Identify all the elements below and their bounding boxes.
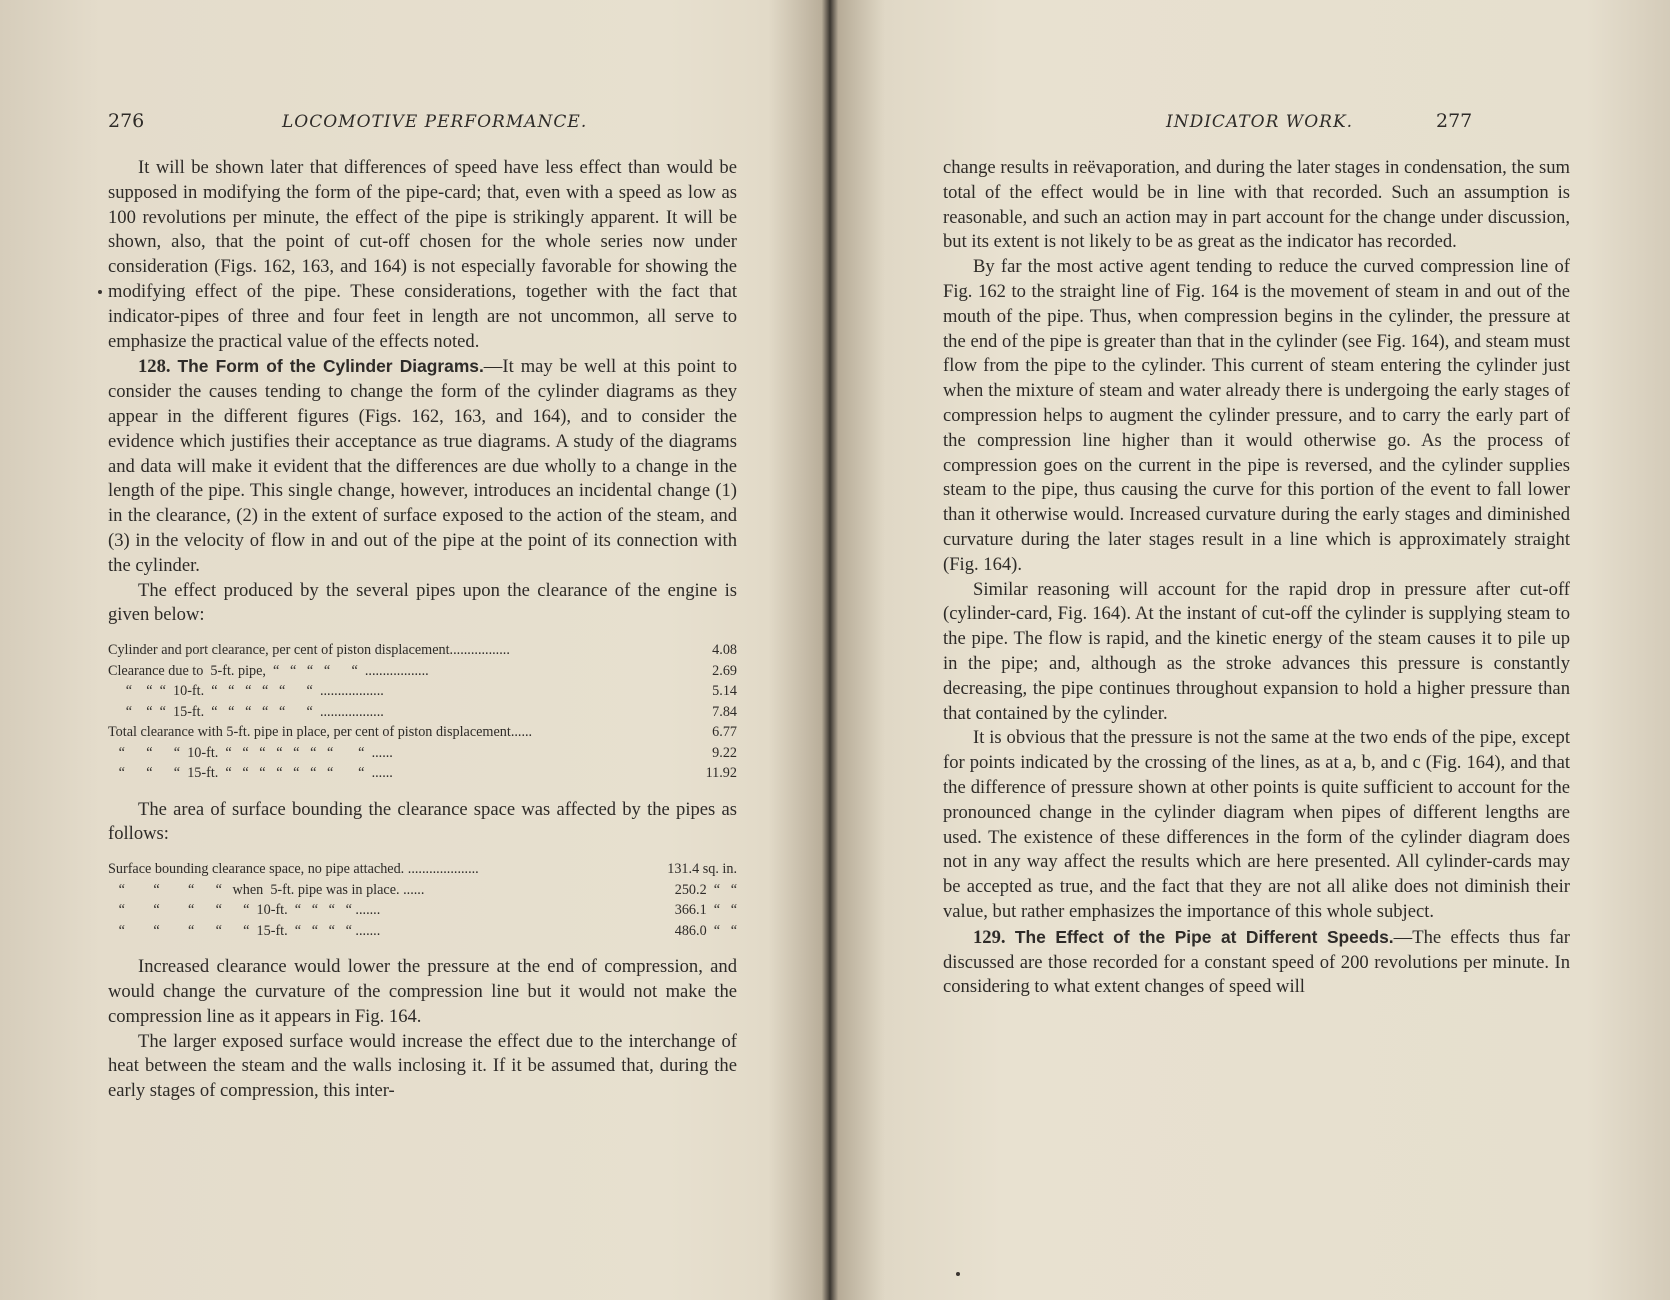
paragraph: It will be shown later that differences of speed have less effect than would be supposed in modifying the form of the pipe-card; that, even with a speed as low as 100 revolutions per minute, the effect of the pipe is strikingly apparent. It will be shown, also, that the point of cut-off chosen for the whole series now under consideration (Figs. 162, 163, and 164) is not especially favorable for showing the modifying effect of the pipe. These considerations, together with the fact that indicator-pipes of three and four feet in length are not uncommon, all serve to emphasize the practical value of the effects noted. <box>108 157 737 352</box>
table-value: 6.77 <box>712 724 737 741</box>
table-value: 11.92 <box>705 765 737 782</box>
section-text: —It may be well at this point to consider the causes tending to change the form of the cylinder diagrams as they appear in the different figures (Figs. 162, 163, and 164), and to consider the evidence which justifies their acceptance as true diagrams. A study of the diagrams and data will make it evident that the differences are due wholly to a change in the length of the pipe. This single change, however, introduces an incidental change (1) in the clearance, (2) in the extent of surface exposed to the action of the steam, and (3) in the velocity of flow in and out of the pipe at the point of its connection with the cylinder. <box>108 356 737 576</box>
paragraph: It is obvious that the pressure is not the same at the two ends of the pipe, except for points indicated by the crossing of the lines, as at a, b, and c (Fig. 164), and that the difference of pressure shown at other points is quite sufficient to account for the pronounced change in the cylinder diagram when pipes of different lengths are used. The existence of these differences in the form of the cylinder diagram does not in any way affect the results which are here presented. All cylinder-cards may be accepted as true, and the fact that they are not all alike does not diminish their value, but rather emphasizes the importance of this whole subject. <box>943 727 1570 922</box>
table-value: 486.0 “ “ <box>674 922 737 939</box>
left-body <box>108 156 737 1104</box>
section-129 <box>943 925 1570 1000</box>
section-128 <box>108 354 737 578</box>
running-title: INDICATOR WORK. <box>1166 112 1354 132</box>
section-number: 128. <box>138 356 171 378</box>
table-row: “ “ “ “ “ 10-ft. “ “ “ “ ....... 366.1 “ “ <box>108 900 737 921</box>
table-row: Surface bounding clearance space, no pipe attached. .................... 131.4 sq. in. <box>108 859 737 880</box>
paragraph: The area of surface bounding the clearance space was affected by the pipes as follows: <box>108 798 737 845</box>
table-row: Clearance due to 5-ft. pipe, “ “ “ “ “ .................. 2.69 <box>108 661 737 682</box>
paragraph: The larger exposed surface would increase the effect due to the interchange of heat between the steam and the walls inclosing it. If it be assumed that, during the early stages of compression, this inter- <box>108 1030 737 1102</box>
section-text: —The effects thus far discussed are those recorded for a constant speed of 200 revolutions per minute. In considering to what extent changes of speed will <box>943 926 1570 998</box>
right-page <box>830 0 1670 1300</box>
margin-mark <box>98 290 102 294</box>
table-value: 366.1 “ “ <box>674 902 737 919</box>
left-page <box>0 0 820 1300</box>
table-row: “ “ “ “ “ 15-ft. “ “ “ “ ....... 486.0 “ “ <box>108 921 737 942</box>
section-title: The Form of the Cylinder Diagrams. <box>177 356 484 377</box>
surface-table <box>108 859 737 941</box>
paragraph: Similar reasoning will account for the rapid drop in pressure after cut-off (cylinder-card, Fig. 164). At the instant of cut-off the cylinder is supplying steam to the pipe. The flow is rapid, and the kinetic energy of the steam causes it to pile up in the pipe; and, although as the stroke advances this pressure is constantly decreasing, the pipe continues throughout expansion to hold a higher pressure than that contained by the cylinder. <box>943 578 1570 724</box>
table-value: 250.2 “ “ <box>674 881 737 898</box>
table-row: “ “ “ 15-ft. “ “ “ “ “ “ “ “ ...... 11.92 <box>108 763 737 784</box>
table-value: 2.69 <box>712 662 737 679</box>
table-row: Cylinder and port clearance, per cent of piston displacement................. 4.08 <box>108 640 737 661</box>
paragraph: The effect produced by the several pipes upon the clearance of the engine is given below: <box>108 579 737 626</box>
table-value: 9.22 <box>712 744 737 761</box>
table-row: “ “ “ 15-ft. “ “ “ “ “ “ .................. 7.84 <box>108 702 737 723</box>
table-row: “ “ “ “ when 5-ft. pipe was in place. ...... 250.2 “ “ <box>108 880 737 901</box>
page-number: 277 <box>1436 110 1473 132</box>
running-title: LOCOMOTIVE PERFORMANCE. <box>282 112 588 132</box>
paragraph: change results in reëvaporation, and during the later stages in condensation, the sum total of the effect would be in line with that recorded. Such an assumption is reasonable, and such an action may in part account for the change under discussion, but its extent is not likely to be as great as the indicator has recorded. <box>943 157 1570 253</box>
section-number: 129. <box>973 926 1006 948</box>
table-value: 5.14 <box>712 683 737 700</box>
paragraph: By far the most active agent tending to reduce the curved compression line of Fig. 162 to the straight line of Fig. 164 is the movement of steam in and out of the mouth of the pipe. Thus, when compression begins in the cylinder, the pressure at the end of the pipe is greater than that in the cylinder (see Fig. 164), and steam must flow from the pipe to the cylinder. This current of steam entering the cylinder just when the mixture of steam and water already there is undergoing the early stages of compression helps to augment the cylinder pressure, and to carry the early part of the compression line higher than it would otherwise go. As the process of compression goes on the current in the pipe is reversed, and the cylinder supplies steam to the pipe, thus causing the curve for this portion of the event to fall lower than it otherwise would. Increased curvature during the early stages and diminished curvature during the later stages result in a line which is approximately straight (Fig. 164). <box>943 256 1570 575</box>
clearance-table <box>108 640 737 784</box>
page-number: 276 <box>108 110 145 132</box>
right-body <box>943 156 1570 1000</box>
table-row: “ “ “ 10-ft. “ “ “ “ “ “ .................. 5.14 <box>108 681 737 702</box>
section-title: The Effect of the Pipe at Different Speeds. <box>1014 926 1394 947</box>
table-value: 7.84 <box>712 703 737 720</box>
table-value: 4.08 <box>712 642 737 659</box>
table-row: “ “ “ 10-ft. “ “ “ “ “ “ “ “ ...... 9.22 <box>108 743 737 764</box>
table-row: Total clearance with 5-ft. pipe in place, per cent of piston displacement...... 6.77 <box>108 722 737 743</box>
table-value: 131.4 sq. in. <box>667 861 737 878</box>
margin-mark <box>956 1272 960 1276</box>
paragraph: Increased clearance would lower the pressure at the end of compression, and would change the curvature of the compression line but it would not make the compression line as it appears in Fig. 164. <box>108 956 737 1027</box>
